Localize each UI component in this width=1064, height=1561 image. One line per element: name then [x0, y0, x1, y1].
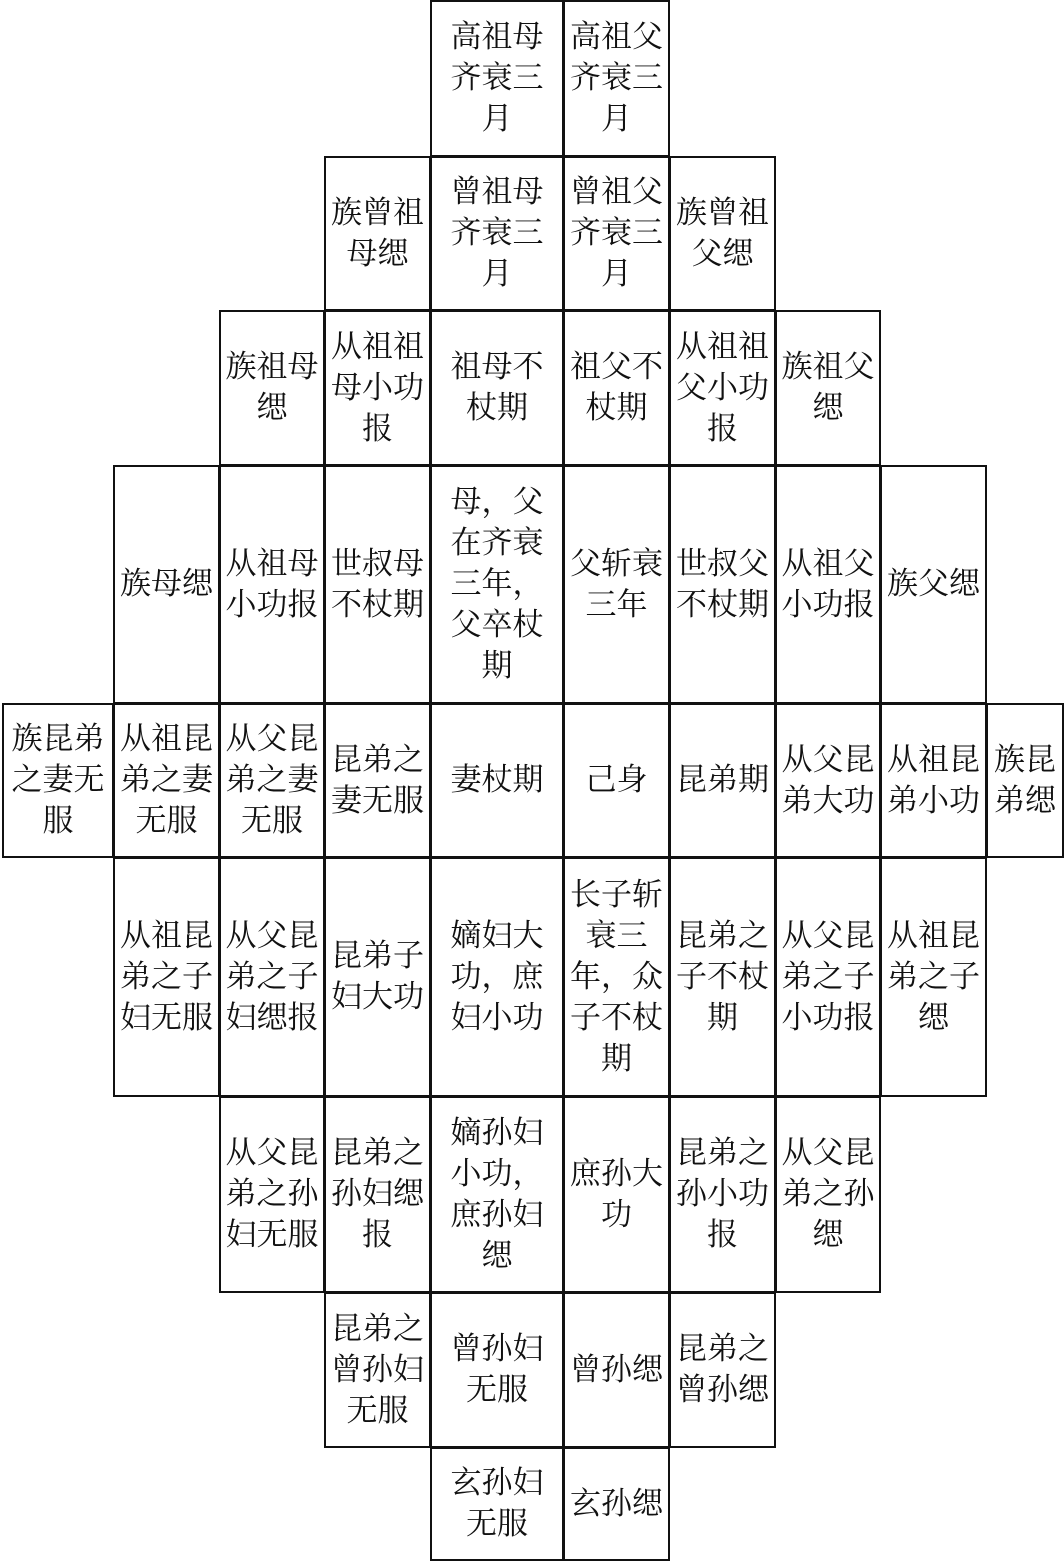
cell-label: 世叔父 不杖期 — [676, 545, 769, 623]
cell-zengzufu — [563, 156, 670, 311]
cell-label: 族父缌 — [887, 566, 980, 602]
cell-kundi-qi — [324, 703, 431, 858]
cell-zengsun — [563, 1292, 670, 1448]
cell-zufu — [563, 310, 670, 466]
cell-label: 昆弟期 — [676, 762, 769, 798]
cell-label: 从父昆 弟之孙 缌 — [781, 1135, 875, 1253]
cell-zu-kundi — [986, 703, 1064, 858]
cell-zu-zufu — [775, 310, 881, 466]
cell-shishu-mu — [324, 465, 431, 704]
cell-zu-fu — [880, 465, 987, 704]
cell-congfu-kundi-sun — [775, 1096, 881, 1293]
cell-label: 从父昆 弟之妻 无服 — [225, 721, 319, 839]
cell-kundi-zi-fu — [324, 857, 431, 1097]
cell-label: 祖母不 杖期 — [450, 349, 544, 426]
cell-zu-zengzufu — [669, 156, 776, 311]
cell-gaozufu — [563, 0, 670, 157]
cell-kundi — [669, 703, 776, 858]
cell-label: 昆弟子 妇大功 — [331, 938, 424, 1015]
cell-congzu-kundi-qi — [113, 703, 220, 858]
cell-label: 父斩衰 三年 — [570, 545, 663, 623]
cell-label: 从祖昆 弟小功 — [887, 741, 980, 819]
cell-disun-fu — [430, 1096, 564, 1293]
cell-mu — [430, 465, 564, 704]
cell-zhangzi — [563, 857, 670, 1097]
cell-label: 从父昆 弟之子 小功报 — [781, 917, 875, 1036]
cell-label: 从父昆 弟之孙 妇无服 — [225, 1135, 319, 1253]
cell-label: 从祖昆 弟之妻 无服 — [120, 721, 213, 839]
cell-label: 从祖母 小功报 — [225, 545, 319, 623]
cell-congzu-kundi — [880, 703, 987, 858]
cell-label: 昆弟之 妻无服 — [331, 741, 424, 819]
cell-congzu-kundi-zi — [880, 857, 987, 1097]
cell-label: 昆弟之 孙妇缌 报 — [331, 1135, 424, 1253]
cell-label: 高祖母 齐衰三 月 — [450, 19, 544, 137]
cell-label: 己身 — [585, 762, 648, 798]
cell-label: 玄孙妇 无服 — [450, 1465, 544, 1542]
cell-kundi-zengsun-fu — [324, 1292, 431, 1448]
cell-congfu-kundi — [775, 703, 881, 858]
cell-label: 庶孙大 功 — [570, 1155, 663, 1233]
cell-congfu-kundi-qi — [219, 703, 325, 858]
cell-label: 世叔母 不杖期 — [331, 545, 424, 623]
cell-label: 从祖父 小功报 — [781, 545, 875, 623]
cell-label: 昆弟之 孙小功 报 — [676, 1135, 769, 1253]
cell-label: 族祖母 缌 — [225, 349, 319, 426]
cell-shusun — [563, 1096, 670, 1293]
cell-label: 昆弟之 子不杖 期 — [676, 917, 769, 1036]
cell-kundi-zi — [669, 857, 776, 1097]
cell-shishu-fu — [669, 465, 776, 704]
cell-qi — [430, 703, 564, 858]
cell-zu-zumu — [219, 310, 325, 466]
cell-label: 从祖昆 弟之子 妇无服 — [120, 917, 213, 1036]
cell-label: 从祖昆 弟之子 缌 — [887, 917, 980, 1036]
cell-label: 族母缌 — [120, 566, 213, 602]
cell-congzu-mu — [219, 465, 325, 704]
cell-label: 嫡孙妇 小功， 庶孙妇 缌 — [450, 1114, 544, 1274]
cell-label: 族昆 弟缌 — [994, 741, 1056, 819]
cell-congzu-zumu — [324, 310, 431, 466]
cell-label: 族祖父 缌 — [781, 349, 875, 426]
cell-congfu-kundi-zi-fu — [219, 857, 325, 1097]
cell-xuansun — [563, 1447, 670, 1561]
cell-congzu-fu — [775, 465, 881, 704]
cell-label: 从祖祖 母小功 报 — [331, 328, 424, 447]
cell-zu-zengzumu — [324, 156, 431, 311]
cell-label: 嫡妇大 功，庶 妇小功 — [450, 917, 544, 1036]
cell-zumu — [430, 310, 564, 466]
cell-label: 族曾祖 父缌 — [676, 194, 769, 272]
cell-label: 曾祖母 齐衰三 月 — [450, 174, 544, 292]
cell-label: 曾祖父 齐衰三 月 — [570, 174, 663, 292]
cell-congfu-kundi-sun-fu — [219, 1096, 325, 1293]
cell-zu-kundi-qi — [2, 703, 114, 858]
cell-kundi-sun-fu — [324, 1096, 431, 1293]
cell-label: 从父昆 弟之子 妇缌报 — [225, 917, 319, 1036]
cell-jishen — [563, 703, 670, 858]
cell-kundi-zengsun — [669, 1292, 776, 1448]
cell-label: 玄孙缌 — [570, 1485, 663, 1522]
cell-gaozumu — [430, 0, 564, 157]
cell-zengzumu — [430, 156, 564, 311]
cell-label: 妻杖期 — [450, 762, 544, 798]
cell-label: 昆弟之 曾孙妇 无服 — [331, 1310, 424, 1429]
cell-label: 从父昆 弟大功 — [781, 741, 875, 819]
cell-label: 长子斩 衰三 年，众 子不杖 期 — [570, 876, 663, 1077]
cell-label: 族曾祖 母缌 — [331, 194, 424, 272]
cell-label: 从祖祖 父小功 报 — [676, 328, 769, 447]
cell-kundi-sun — [669, 1096, 776, 1293]
cell-zengsun-fu — [430, 1292, 564, 1448]
cell-label: 祖父不 杖期 — [570, 349, 663, 426]
cell-label: 曾孙妇 无服 — [450, 1331, 544, 1408]
cell-congzu-zufu — [669, 310, 776, 466]
cell-difu — [430, 857, 564, 1097]
cell-label: 族昆弟 之妻无 服 — [11, 721, 105, 839]
cell-label: 高祖父 齐衰三 月 — [570, 19, 663, 137]
cell-fu — [563, 465, 670, 704]
cell-xuansun-fu — [430, 1447, 564, 1561]
cell-congfu-kundi-zi — [775, 857, 881, 1097]
cell-label: 母，父 在齐衰 三年， 父卒杖 期 — [450, 484, 544, 684]
cell-congzu-kundi-zi-fu — [113, 857, 220, 1097]
cell-label: 昆弟之 曾孙缌 — [676, 1331, 769, 1408]
cell-label: 曾孙缌 — [570, 1351, 663, 1388]
cell-zu-mu — [113, 465, 220, 704]
